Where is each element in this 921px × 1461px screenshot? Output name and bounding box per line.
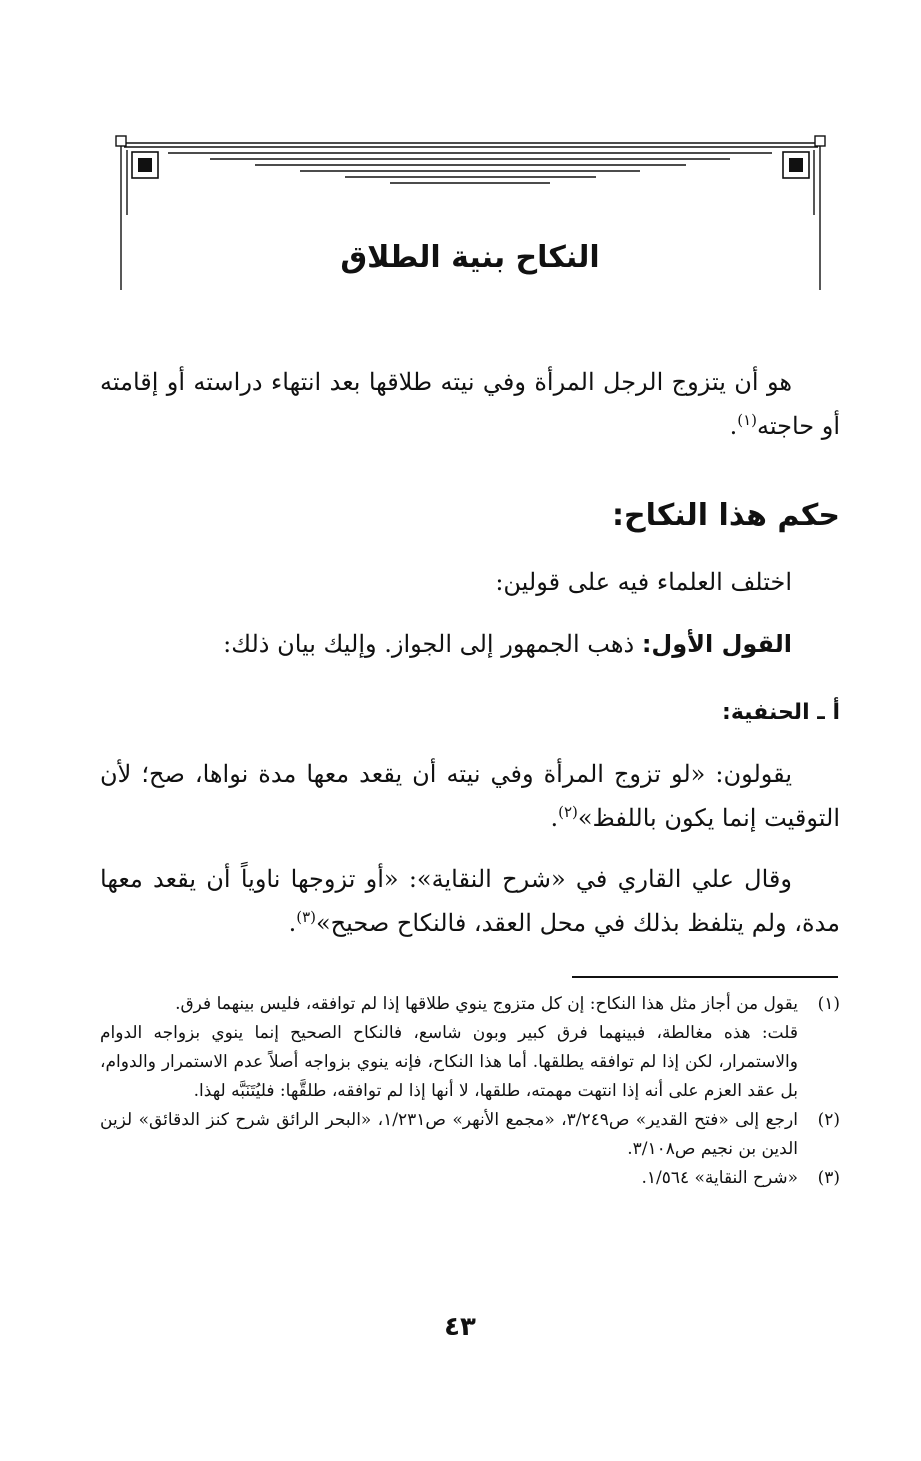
hanafi-quote-paragraph xyxy=(100,752,840,840)
footnote-ref-2: (٢) xyxy=(558,803,578,821)
page-number: ٤٣ xyxy=(444,1312,476,1342)
section-a-heading: أ ـ الحنفية: xyxy=(722,700,840,725)
footnote-number: (٣) xyxy=(817,1168,840,1188)
definition-end: . xyxy=(729,412,738,440)
footnote-3 xyxy=(100,1164,840,1193)
footnotes xyxy=(100,990,840,1193)
footnote-text: يقول من أجاز مثل هذا النكاح: إن كل متزوج ينوي طلاقها إذا لم توافقه، فليس بينهما فرق. xyxy=(175,994,798,1014)
footnote-ref-1: (١) xyxy=(737,411,758,429)
qari-quote-paragraph xyxy=(100,857,840,945)
footnote-1-continuation: قلت: هذه مغالطة، فبينهما فرق كبير وبون شاسع، فالنكاح الصحيح إنما ينوي بزواجه الدوام والاستمرار، لكن إذا لم توافقه يطلقها. أما هذا النكاح، فإنه ينوي بزواجه أصلاً عدم الاستمرار والدوام، بل عقد العزم على أنه إذا انتهت مهمته، طلقها، لا أنها إذا لم توافقه، طلقَّها: فليُتَنَبَّه لهذا. xyxy=(100,1023,798,1101)
ruling-heading: حكم هذا النكاح: xyxy=(611,498,840,533)
footnote-number: (٢) xyxy=(817,1110,840,1130)
footnote-number: (١) xyxy=(817,994,840,1014)
definition-paragraph xyxy=(100,360,840,448)
footnote-1 xyxy=(100,990,840,1019)
chapter-title: النكاح بنية الطلاق xyxy=(340,240,600,275)
footnote-text: ارجع إلى «فتح القدير» ص٣/٢٤٩، «مجمع الأنهر» ص١/٢٣١، «البحر الرائق شرح كنز الدقائق» لزين الدين بن نجيم ص٣/١٠٨. xyxy=(100,1110,798,1159)
hanafi-quote-text: يقولون: «لو تزوج المرأة وفي نيته أن يقعد معها مدة نواها، صح؛ لأن التوقيت إنما يكون باللفظ» xyxy=(100,760,840,832)
first-opinion-label: القول الأول: xyxy=(641,630,792,658)
footnote-ref-3: (٣) xyxy=(296,908,316,926)
footnote-text: «شرح النقاية» ١/٥٦٤. xyxy=(641,1168,798,1188)
footnote-2 xyxy=(100,1106,840,1164)
first-opinion-paragraph xyxy=(100,622,840,666)
qari-quote-end: . xyxy=(288,909,297,937)
hanafi-quote-end: . xyxy=(550,804,559,832)
first-opinion-text: ذهب الجمهور إلى الجواز. وإليك بيان ذلك: xyxy=(223,630,635,658)
ikhtilaf-paragraph: اختلف العلماء فيه على قولين: xyxy=(495,568,792,596)
footnote-separator xyxy=(572,976,838,978)
definition-text: هو أن يتزوج الرجل المرأة وفي نيته طلاقها بعد انتهاء دراسته أو إقامته أو حاجته xyxy=(100,368,840,440)
qari-quote-text: وقال علي القاري في «شرح النقاية»: «أو تزوجها ناوياً أن يقعد معها مدة، ولم يتلفظ بذلك في محل العقد، فالنكاح صحيح» xyxy=(100,865,840,937)
